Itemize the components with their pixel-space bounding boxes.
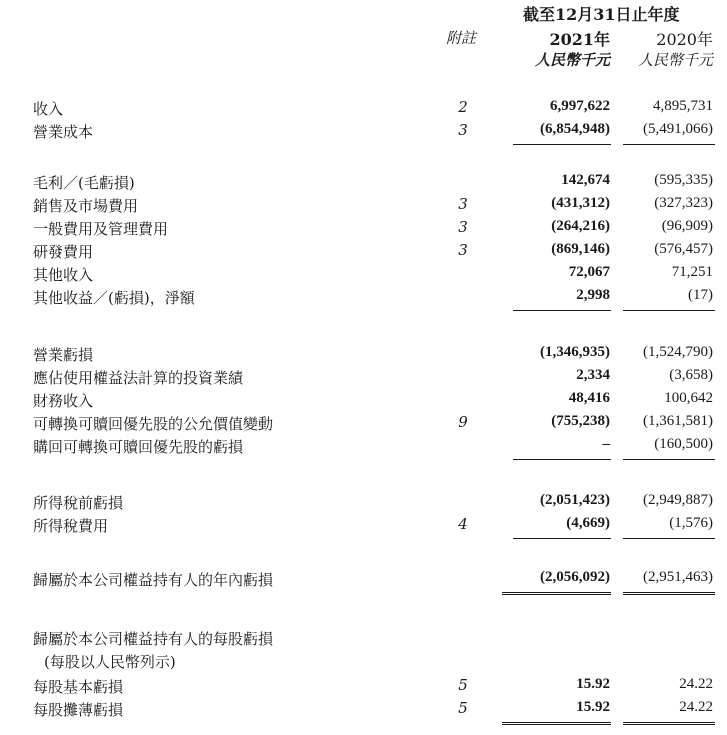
- row-label-repurchase-loss: 購回可轉換可贖回優先股的虧損: [33, 438, 244, 456]
- row-2021-equity-method-results: 2,334: [576, 367, 610, 383]
- row-label-cost-of-revenue: 營業成本: [33, 123, 94, 141]
- row-2020-rd-expenses: (576,457): [654, 241, 713, 257]
- row-2020-cost-of-revenue: (5,491,066): [643, 121, 713, 137]
- row-label-operating-loss: 營業虧損: [33, 346, 94, 364]
- row-2020-repurchase-loss: (160,500): [654, 436, 713, 452]
- row-note-cost-of-revenue: 3: [458, 121, 468, 139]
- subtotal-rule: [513, 310, 611, 311]
- row-2020-admin-expenses: (96,909): [661, 218, 713, 234]
- row-2021-fair-value-change: (755,238): [551, 413, 610, 429]
- row-2021-diluted-eps: 15.92: [576, 699, 610, 715]
- subtotal-rule: [513, 144, 611, 145]
- row-2020-equity-method-results: (3,658): [669, 367, 713, 383]
- row-2021-loss-for-year: (2,056,092): [540, 569, 610, 585]
- row-2021-income-tax: (4,669): [566, 515, 610, 531]
- row-label-selling-expenses: 銷售及市場費用: [33, 197, 139, 215]
- row-2021-rd-expenses: (869,146): [551, 241, 610, 257]
- row-2021-other-gains: 2,998: [576, 287, 610, 303]
- row-2021-operating-loss: (1,346,935): [540, 344, 610, 360]
- row-2021-repurchase-loss: –: [602, 436, 610, 452]
- row-2020-other-income: 71,251: [671, 264, 713, 280]
- row-2021-gross-profit: 142,674: [561, 172, 610, 188]
- row-2021-admin-expenses: (264,216): [551, 218, 610, 234]
- subtotal-rule: [623, 459, 715, 460]
- note-column-header: 附註: [446, 29, 477, 47]
- row-2020-selling-expenses: (327,323): [654, 195, 713, 211]
- row-label-basic-eps: 每股基本虧損: [33, 678, 124, 696]
- row-2020-operating-loss: (1,524,790): [643, 344, 713, 360]
- row-label-rd-expenses: 研發費用: [33, 243, 94, 261]
- row-2020-fair-value-change: (1,361,581): [643, 413, 713, 429]
- row-2021-revenue: 6,997,622: [550, 98, 610, 114]
- subtotal-rule: [623, 144, 715, 145]
- unit-2021-header: 人民幣千元: [534, 51, 610, 69]
- eps-heading: 歸屬於本公司權益持有人的每股虧損: [33, 630, 274, 648]
- row-label-diluted-eps: 每股攤薄虧損: [33, 701, 124, 719]
- row-note-diluted-eps: 5: [458, 699, 468, 717]
- row-label-equity-method-results: 應佔使用權益法計算的投資業績: [33, 369, 244, 387]
- row-label-loss-before-tax: 所得稅前虧損: [33, 494, 124, 512]
- unit-2020-header: 人民幣千元: [637, 51, 713, 69]
- subtotal-rule: [513, 538, 611, 539]
- row-note-income-tax: 4: [458, 515, 468, 533]
- row-2021-finance-income: 48,416: [568, 390, 610, 406]
- row-note-selling-expenses: 3: [458, 195, 468, 213]
- row-2020-gross-profit: (595,335): [654, 172, 713, 188]
- total-double-rule: [502, 592, 611, 595]
- row-2020-revenue: 4,895,731: [653, 98, 713, 114]
- row-2020-income-tax: (1,576): [669, 515, 713, 531]
- row-2020-loss-before-tax: (2,949,887): [643, 492, 713, 508]
- row-note-basic-eps: 5: [458, 676, 468, 694]
- row-note-rd-expenses: 3: [458, 241, 468, 259]
- total-double-rule: [502, 722, 611, 725]
- subtotal-rule: [623, 310, 715, 311]
- row-label-other-income: 其他收入: [33, 266, 94, 284]
- row-2020-other-gains: (17): [688, 287, 713, 303]
- row-2021-cost-of-revenue: (6,854,948): [540, 121, 610, 137]
- subtotal-rule: [623, 538, 715, 539]
- row-2021-selling-expenses: (431,312): [551, 195, 610, 211]
- row-note-revenue: 2: [458, 98, 468, 116]
- row-label-income-tax: 所得稅費用: [33, 517, 109, 535]
- row-note-fair-value-change: 9: [458, 413, 468, 431]
- row-label-loss-for-year: 歸屬於本公司權益持有人的年內虧損: [33, 571, 274, 589]
- row-2021-basic-eps: 15.92: [576, 676, 610, 692]
- total-double-rule: [623, 722, 715, 725]
- row-label-finance-income: 財務收入: [33, 392, 94, 410]
- row-2020-basic-eps: 24.22: [679, 676, 713, 692]
- row-note-admin-expenses: 3: [458, 218, 468, 236]
- row-label-other-gains: 其他收益／(虧損)，淨額: [33, 289, 195, 307]
- year-2020-header: 2020年: [656, 30, 713, 49]
- row-2020-loss-for-year: (2,951,463): [643, 569, 713, 585]
- row-2020-finance-income: 100,642: [664, 390, 713, 406]
- row-label-admin-expenses: 一般費用及管理費用: [33, 220, 169, 238]
- total-double-rule: [623, 592, 715, 595]
- row-2021-loss-before-tax: (2,051,423): [540, 492, 610, 508]
- year-2021-header: 2021年: [549, 30, 610, 49]
- eps-subheading: (每股以人民幣列示): [44, 653, 176, 671]
- row-2020-diluted-eps: 24.22: [679, 699, 713, 715]
- row-2021-other-income: 72,067: [568, 264, 610, 280]
- row-label-revenue: 收入: [33, 100, 64, 118]
- period-heading: 截至12月31日止年度: [523, 5, 680, 24]
- subtotal-rule: [513, 459, 611, 460]
- row-label-gross-profit: 毛利／(毛虧損): [33, 174, 135, 192]
- row-label-fair-value-change: 可轉換可贖回優先股的公允價值變動: [33, 415, 274, 433]
